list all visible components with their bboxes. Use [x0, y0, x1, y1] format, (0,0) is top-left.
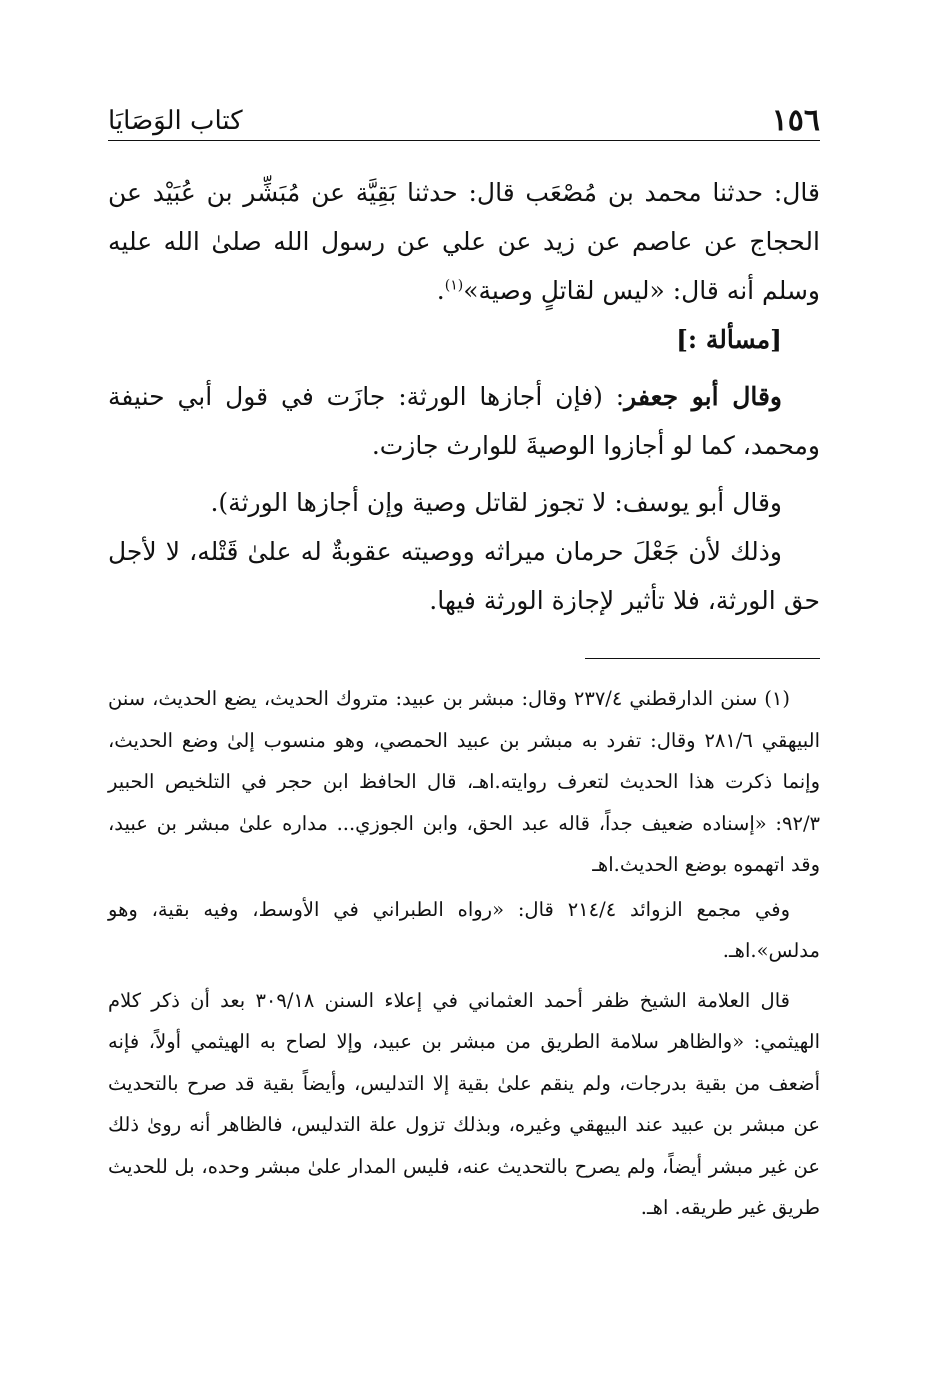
- footnote-3: قال العلامة الشيخ ظفر أحمد العثماني في إعلاء السنن ٣٠٩/١٨ بعد أن ذكر كلام الهيثمي: «والظاهر سلامة الطريق من مبشر بن عبيد، وإلا لصاح به الهيثمي أولاً، فإنه أضعف من بقية بدرجات، ولم ينقم علىٰ بقية إلا التدليس، وأيضاً بقية قد صرح بالتحديث عن مبشر بن عبيد عند البيهقي وغيره، وبذلك تزول علة التدليس، فالظاهر أنه روىٰ ذلك عن غير مبشر أيضاً، ولم يصرح بالتحديث عنه، فليس المدار علىٰ مبشر وحده، بل للحديث طريق غير طريقه. اهـ.: [108, 988, 820, 1219]
- paragraph-abu-jafar: [108, 372, 820, 470]
- hadith-end: .: [436, 276, 445, 305]
- speaker-label: وقال أبو جعفر: [624, 382, 782, 411]
- footnote-ref: (١): [444, 277, 464, 294]
- paragraph-abu-jafar-text: : (فإن أجازها الورثة: جازَت في قول أبي حنيفة ومحمد، كما لو أجازوا الوصيةَ للوارث جازت.: [108, 382, 820, 460]
- footnote-1: (١) سنن الدارقطني ٢٣٧/٤ وقال: مبشر بن عبيد: متروك الحديث، يضع الحديث، سنن البيهقي ٢٨١/٦ وقال: تفرد به مبشر بن عبيد الحمصي، وهو منسوب إلىٰ وضع الحديث، وإنما ذكرت هذا الحديث لتعرف روايته.اهـ، قال الحافظ ابن حجر في التلخيص الحبير ٩٢/٣: «إسناده ضعيف جداً، قاله عبد الحق، وابن الجوزي... مداره علىٰ مبشر بن عبيد، وقد اتهموه بوضع الحديث.اهـ: [108, 687, 821, 876]
- paragraph-reason: وذلك لأن جَعْلَ حرمان ميراثه ووصيته عقوبةٌ له علىٰ قَتْله، لا لأجل حق الورثة، فلا تأثير لإجازة الورثة فيها.: [108, 537, 820, 615]
- footnotes: [108, 678, 820, 1229]
- section-heading: [مسألة :]: [676, 325, 782, 354]
- footnote-2: وفي مجمع الزوائد ٢١٤/٤ قال: «رواه الطبراني في الأوسط، وفيه بقية، وهو مدلس».اهـ.: [108, 897, 820, 962]
- hadith-paragraph: [108, 168, 820, 315]
- page-number: ١٥٦: [771, 103, 820, 138]
- hadith-text: قال: حدثنا محمد بن مُصْعَب قال: حدثنا بَقِيَّة عن مُبَشِّر بن عُبَيْد عن الحجاج عن عاصم عن زيد عن علي عن رسول الله صلىٰ الله عليه وسلم أنه قال: «ليس لقاتلٍ وصية»: [108, 178, 820, 305]
- main-text: [108, 168, 820, 625]
- running-title: كتاب الوَصَايَا: [108, 106, 243, 136]
- footnote-divider: [585, 658, 820, 659]
- paragraph-abu-yusuf: وقال أبو يوسف: لا تجوز لقاتل وصية وإن أجازها الورثة).: [210, 488, 782, 517]
- page-header: [108, 92, 820, 141]
